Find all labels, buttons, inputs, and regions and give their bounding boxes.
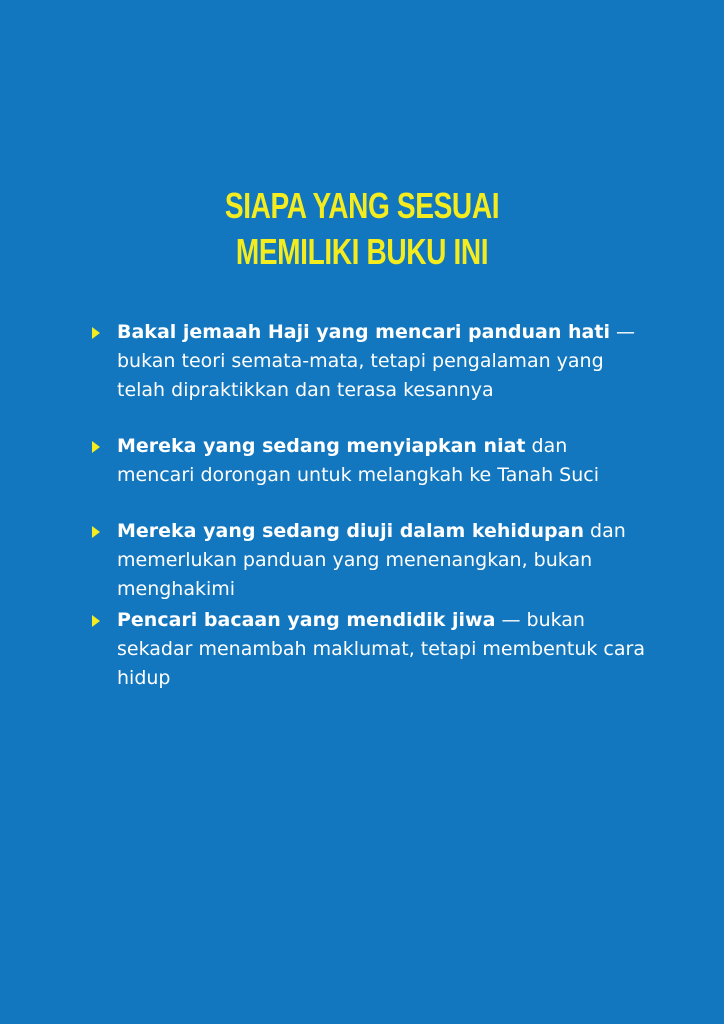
- triangle-right-icon: [92, 441, 100, 453]
- item-highlight: Pencari bacaan yang mendidik jiwa: [117, 609, 496, 631]
- triangle-right-icon: [92, 615, 100, 627]
- page-title: [80, 183, 645, 275]
- triangle-right-icon: [92, 327, 100, 339]
- item-highlight: Bakal jemaah Haji yang mencari panduan hati: [117, 321, 610, 343]
- item-text: dan mencari dorongan untuk melangkah ke Tanah Suci: [117, 435, 599, 486]
- item-text: — bukan teori semata-mata, tetapi pengalaman yang telah dipraktikkan dan terasa kesannya: [117, 321, 635, 401]
- list-item: [88, 606, 648, 693]
- item-text: dan memerlukan panduan yang menenangkan, bukan menghakimi: [117, 520, 626, 600]
- title-line-2: MEMILIKI BUKU INI: [235, 231, 489, 272]
- item-highlight: Mereka yang sedang diuji dalam kehidupan: [117, 520, 585, 542]
- item-highlight: Mereka yang sedang menyiapkan niat: [117, 435, 526, 457]
- list-item: [88, 318, 648, 405]
- list-item: [88, 432, 648, 490]
- triangle-right-icon: [92, 526, 100, 538]
- title-line-1: SIAPA YANG SESUAI: [224, 185, 500, 226]
- audience-list: [88, 318, 648, 693]
- list-item: [88, 517, 648, 604]
- item-text: — bukan sekadar menambah maklumat, tetapi membentuk cara hidup: [117, 609, 645, 689]
